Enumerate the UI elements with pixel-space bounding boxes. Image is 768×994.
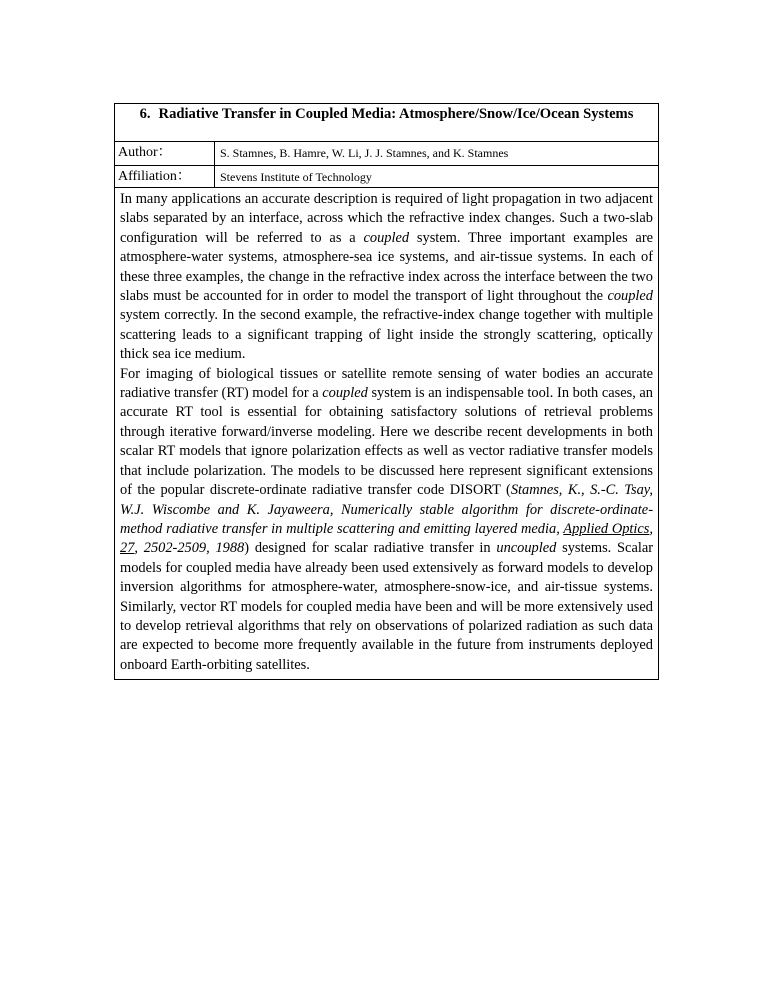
section-title: Radiative Transfer in Coupled Media: Atmosphere/Snow/Ice/Ocean Systems <box>158 106 634 122</box>
text-span: For imaging of biological tissues or satellite remote sensing of water bodies an accurate radiative transfer (RT) model for a <box>120 365 653 402</box>
affiliation-value: Stevens Institute of Technology <box>220 170 372 184</box>
citation-volume: 27 <box>120 540 135 557</box>
affiliation-row <box>115 166 658 188</box>
abstract-body <box>115 188 658 679</box>
emphasis: coupled <box>322 385 368 402</box>
abstract-paragraph-2 <box>120 365 653 676</box>
section-number: 6. <box>139 106 151 122</box>
citation-pages: , 2502-2509, 1988 <box>134 540 245 557</box>
affiliation-label: Affiliation： <box>115 166 215 187</box>
emphasis: coupled <box>607 288 653 305</box>
title-row <box>115 104 658 142</box>
author-label: Author： <box>115 142 215 165</box>
emphasis: coupled <box>363 229 410 246</box>
abstract-paragraph-1 <box>120 190 653 365</box>
citation: Stamnes, K., S.-C. Tsay, W.J. Wiscombe and K. Jayaweera, Numerically stable algorithm for discrete-ordinate-method radiative transfer in multiple scattering and emitting layered media, <box>120 482 653 537</box>
text-span: systems. Scalar models for coupled media have already been used extensively as forward models to develop inversion algorithms for atmosphere-water, atmosphere-snow-ice, and air-tissue systems. Similarly, vector RT models for coupled media have been and will be more extensively used to develop retrieval algorithms that rely on observations of polarized radiation as such data are expected to become more frequently available in the future from instruments deployed onboard Earth-orbiting satellites. <box>120 540 654 673</box>
text-span: system. Three important examples are atmosphere-water systems, atmosphere-sea ice systems, and air-tissue systems. In each of these three examples, the change in the refractive index across the interface between the two slabs must be accounted for in order to model the transport of light throughout the <box>120 229 654 305</box>
text-span: ) designed for scalar radiative transfer in <box>244 540 497 557</box>
citation-journal: Applied Optics <box>563 520 650 537</box>
emphasis: uncoupled <box>496 540 557 557</box>
abstract-table <box>114 103 659 680</box>
text-span: system correctly. In the second example, the refractive-index change together with multiple scattering leads to a significant trapping of light inside the strongly scattering, optically thick sea ice medium. <box>120 307 653 363</box>
text-span: In many applications an accurate description is required of light propagation in two adjacent slabs separated by an interface, across which the refractive index changes. Such a two-slab configuration will be referred to as a <box>120 191 653 246</box>
citation-separator: , <box>649 520 653 537</box>
author-row <box>115 142 658 166</box>
text-span: system is an indispensable tool. In both cases, an accurate RT tool is essential for obtaining satisfactory solutions of retrieval problems through iterative forward/inverse modeling. Here we describe recent developments in both scalar RT models that ignore polarization effects as well as vector radiative transfer models that include polarization. The models to be discussed here represent significant extensions of the popular discrete-ordinate radiative transfer code DISORT ( <box>120 385 654 499</box>
author-value: S. Stamnes, B. Hamre, W. Li, J. J. Stamnes, and K. Stamnes <box>220 146 509 160</box>
